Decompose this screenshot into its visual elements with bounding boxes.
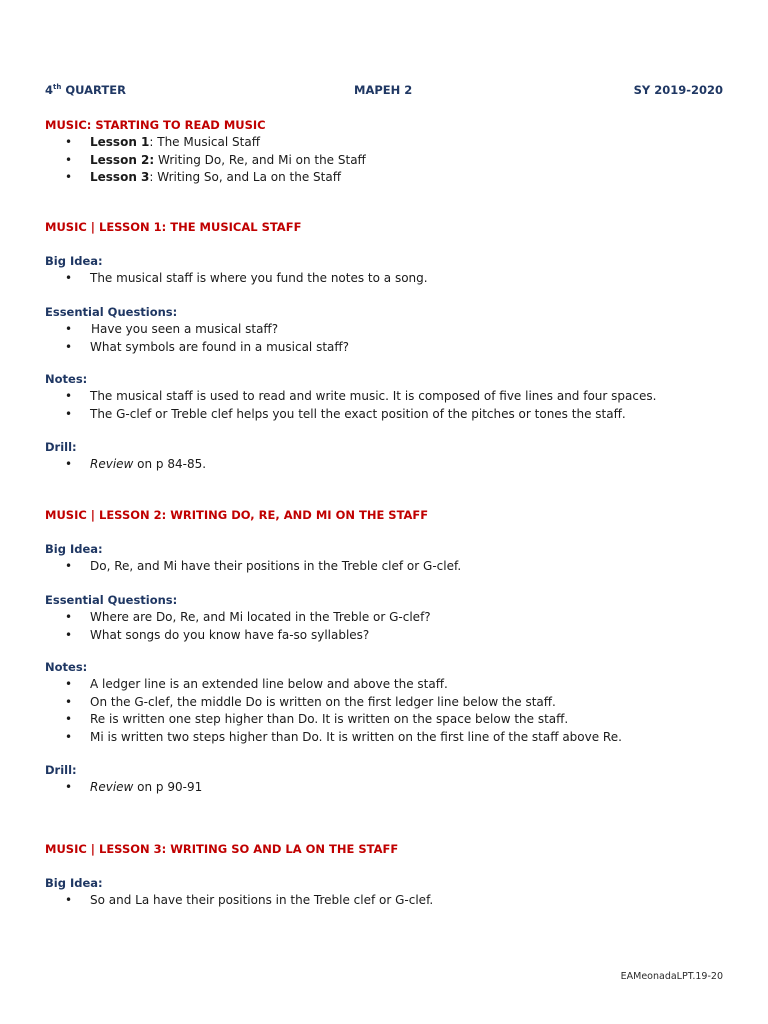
list-item: • What songs do you know have fa-so syllables?	[45, 627, 735, 645]
big-idea-label: Big Idea:	[45, 254, 103, 268]
lesson1-title	[45, 219, 735, 236]
lesson2-notes	[45, 659, 735, 746]
lesson3-title	[45, 841, 735, 858]
document-header	[45, 83, 723, 101]
list-item: • Re is written one step higher than Do. It is written on the space below the staff.	[45, 711, 735, 729]
lesson2-big-idea	[45, 541, 735, 576]
lesson2-drill	[45, 762, 735, 797]
lesson3-big-idea	[45, 875, 735, 910]
quarter-label: 4th QUARTER	[45, 83, 126, 97]
list-item: • On the G-clef, the middle Do is written on the first ledger line below the staff.	[45, 694, 735, 712]
lesson3-heading: MUSIC | LESSON 3: WRITING SO AND LA ON THE STAFF	[45, 842, 399, 856]
list-item: • Review on p 90-91	[45, 779, 735, 797]
list-item: • So and La have their positions in the Treble clef or G-clef.	[45, 892, 735, 910]
school-year-label: SY 2019-2020	[633, 83, 723, 97]
lesson1-big-idea	[45, 253, 735, 288]
lesson2-essential-questions	[45, 592, 735, 644]
list-item: • Mi is written two steps higher than Do. It is written on the first line of the staff above Re.	[45, 729, 735, 747]
list-item: • Where are Do, Re, and Mi located in the Treble or G-clef?	[45, 609, 735, 627]
big-idea-label: Big Idea:	[45, 876, 103, 890]
overview-title: MUSIC: STARTING TO READ MUSIC	[45, 118, 266, 132]
notes-label: Notes:	[45, 660, 88, 674]
notes-label: Notes:	[45, 372, 88, 386]
lesson1-notes	[45, 371, 735, 423]
lesson2-title	[45, 507, 735, 524]
big-idea-label: Big Idea:	[45, 542, 103, 556]
drill-label: Drill:	[45, 440, 77, 454]
list-item: • Do, Re, and Mi have their positions in the Treble clef or G-clef.	[45, 558, 735, 576]
subject-label: MAPEH 2	[354, 83, 413, 97]
list-item: • The musical staff is used to read and write music. It is composed of five lines and four spaces.	[45, 388, 735, 406]
lesson-list	[45, 134, 735, 187]
lesson1-essential-questions	[45, 304, 735, 356]
list-item: • The musical staff is where you fund the notes to a song.	[45, 270, 735, 288]
list-item: • What symbols are found in a musical staff?	[45, 339, 735, 357]
lesson1-drill	[45, 439, 735, 474]
lesson2-heading: MUSIC | LESSON 2: WRITING DO, RE, AND MI ON THE STAFF	[45, 508, 429, 522]
lesson1-heading: MUSIC | LESSON 1: THE MUSICAL STAFF	[45, 220, 302, 234]
lesson-list-item: • Lesson 3: Writing So, and La on the Staff	[45, 169, 735, 187]
list-item: • A ledger line is an extended line below and above the staff.	[45, 676, 735, 694]
lesson-list-item: • Lesson 2: Writing Do, Re, and Mi on the Staff	[45, 152, 735, 170]
list-item: • The G-clef or Treble clef helps you tell the exact position of the pitches or tones the staff.	[45, 406, 735, 424]
drill-label: Drill:	[45, 763, 77, 777]
overview-section	[45, 117, 735, 187]
essential-questions-label: Essential Questions:	[45, 593, 178, 607]
lesson-list-item: • Lesson 1: The Musical Staff	[45, 134, 735, 152]
footer-code: EAMeonadaLPT.19-20	[620, 971, 723, 982]
list-item: • Have you seen a musical staff?	[45, 321, 735, 339]
list-item: • Review on p 84-85.	[45, 456, 735, 474]
essential-questions-label: Essential Questions:	[45, 305, 178, 319]
